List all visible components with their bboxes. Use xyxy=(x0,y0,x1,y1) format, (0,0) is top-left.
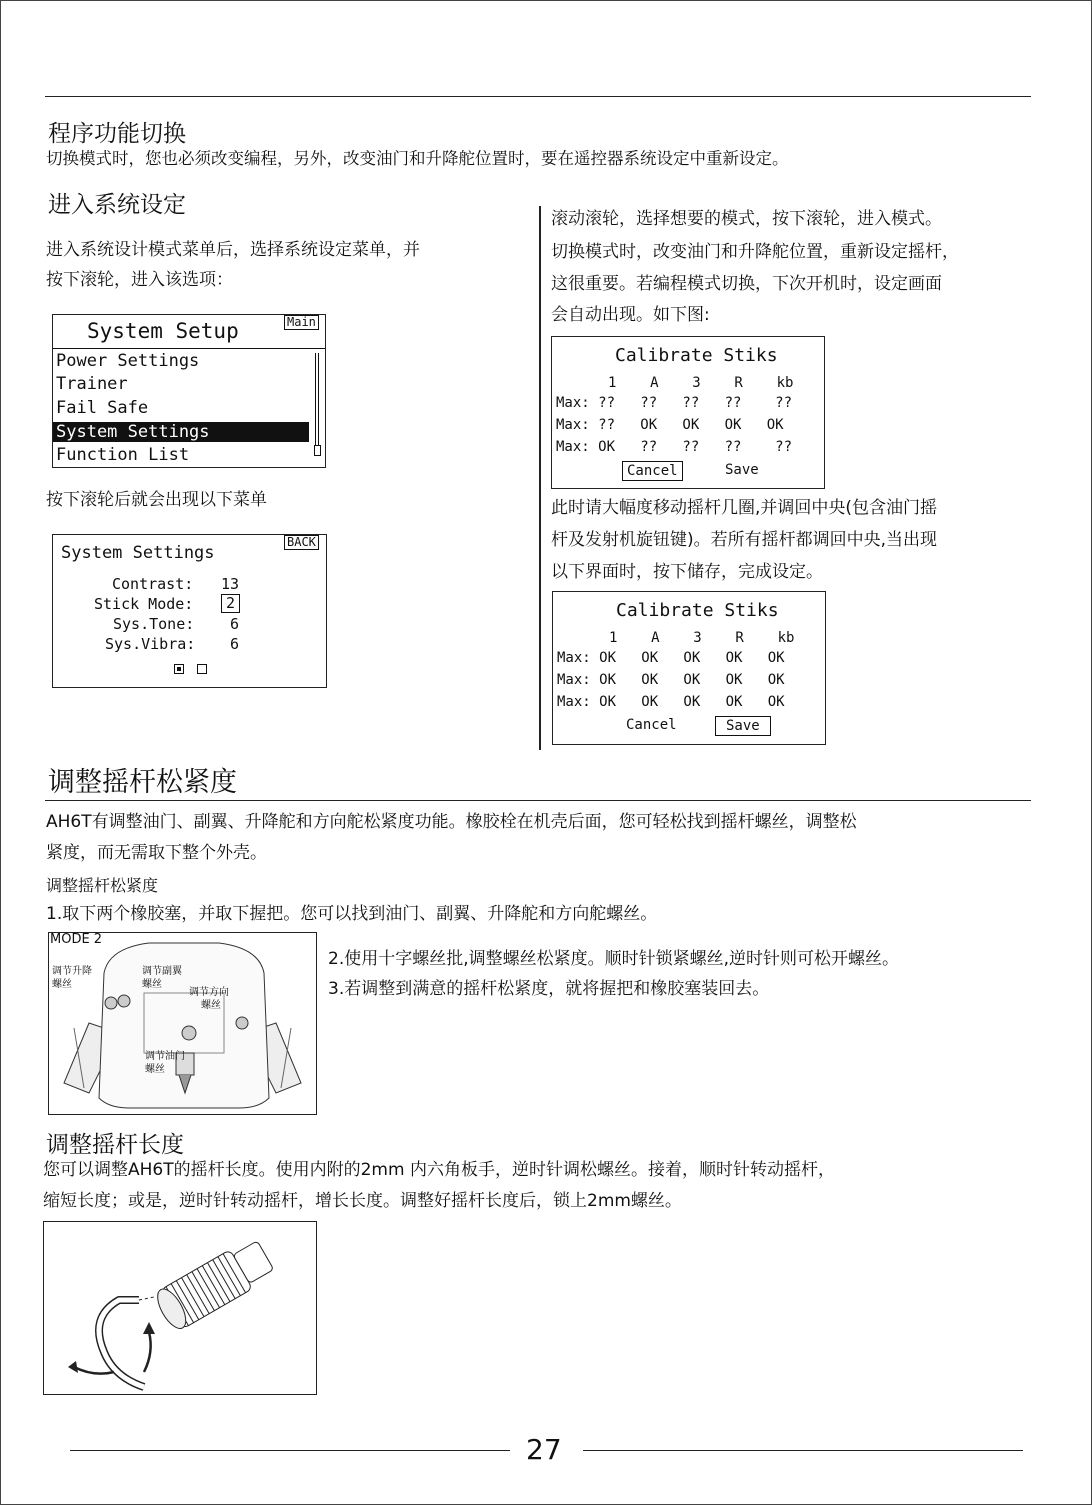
main-tag[interactable]: Main xyxy=(284,315,319,330)
hex-key-figure xyxy=(43,1221,317,1395)
length-text-1: 您可以调整AH6T的摇杆长度。使用内附的2mm 内六角板手，逆时针调松螺丝。接着，顺时针转动摇杆， xyxy=(43,1160,835,1180)
figure-label-aileron-1: 调节副翼 xyxy=(142,966,182,977)
sys-tone-label: Sys.Tone: xyxy=(113,615,195,633)
menu-scrollbar[interactable] xyxy=(315,353,319,453)
system-setup-title: System Setup xyxy=(87,319,239,343)
calibrate-1-row-3: Max: OK ?? ?? ?? ?? xyxy=(556,439,793,455)
calibrate-2-title: Calibrate Stiks xyxy=(616,600,779,621)
tension-intro-2: 紧度，而无需取下整个外壳。 xyxy=(46,843,267,863)
right-text2-line-2: 杆及发射机旋钮键)。若所有摇杆都调回中央,当出现 xyxy=(551,530,938,550)
menu-item-system-settings[interactable]: System Settings xyxy=(53,422,309,442)
right-text-line-1: 滚动滚轮，选择想要的模式，按下滚轮，进入模式。 xyxy=(551,209,942,229)
enter-caption-below: 按下滚轮后就会出现以下菜单 xyxy=(46,490,267,510)
enter-left-text-2: 按下滚轮，进入该选项： xyxy=(46,270,233,290)
figure-mode-label: MODE 2 xyxy=(50,932,103,947)
program-section-text: 切换模式时，您也必须改变编程，另外，改变油门和升降舵位置时，要在遥控器系统设定中重新设定。 xyxy=(46,149,789,168)
calibrate-2-row-1: Max: OK OK OK OK OK xyxy=(557,650,785,666)
column-divider xyxy=(539,206,541,750)
right-text2-line-3: 以下界面时，按下储存，完成设定。 xyxy=(551,562,823,582)
menu-item-power-settings[interactable]: Power Settings xyxy=(56,351,200,371)
title-divider xyxy=(53,348,325,349)
contrast-value[interactable]: 13 xyxy=(221,575,240,593)
figure-label-elevator-1: 调节升降 xyxy=(52,966,92,977)
tension-intro-1: AH6T有调整油门、副翼、升降舵和方向舵松紧度功能。橡胶栓在机壳后面，您可轻松找到摇杆螺丝，调整松 xyxy=(46,812,857,832)
calibrate-screen-2 xyxy=(552,591,826,745)
page-dot-active[interactable] xyxy=(174,664,184,674)
program-section-title: 程序功能切换 xyxy=(48,121,186,147)
calibrate-2-cancel-button[interactable]: Cancel xyxy=(626,717,677,733)
menu-item-fail-safe[interactable]: Fail Safe xyxy=(56,398,149,418)
figure-label-elevator-2: 螺丝 xyxy=(52,979,72,990)
tension-section-title: 调整摇杆松紧度 xyxy=(48,767,237,798)
scrollbar-thumb[interactable] xyxy=(314,445,321,456)
tension-step-3: 3.若调整到满意的摇杆松紧度，就将握把和橡胶塞装回去。 xyxy=(328,979,770,999)
calibrate-2-save-button[interactable]: Save xyxy=(715,716,771,736)
calibrate-2-row-3: Max: OK OK OK OK OK xyxy=(557,694,785,710)
calibrate-screen-1 xyxy=(551,336,825,489)
transmitter-back-figure xyxy=(48,932,317,1115)
sys-vibra-value[interactable]: 6 xyxy=(230,635,240,653)
calibrate-2-row-2: Max: OK OK OK OK OK xyxy=(557,672,785,688)
transmitter-illustration xyxy=(49,933,316,1114)
footer-rule-right xyxy=(583,1450,1023,1451)
tension-rule xyxy=(45,800,1031,801)
stick-mode-value[interactable]: 2 xyxy=(221,594,240,613)
top-rule xyxy=(45,96,1031,97)
length-text-2: 缩短长度；或是，逆时针转动摇杆，增长长度。调整好摇杆长度后，锁上2mm螺丝。 xyxy=(43,1191,682,1211)
enter-left-text-1: 进入系统设计模式菜单后，选择系统设定菜单，并 xyxy=(46,240,420,260)
figure-label-rudder-2: 螺丝 xyxy=(201,1000,221,1011)
figure-label-throttle-2: 螺丝 xyxy=(145,1064,165,1075)
length-section-title: 调整摇杆长度 xyxy=(46,1132,184,1158)
back-tag[interactable]: BACK xyxy=(284,535,319,550)
figure-label-aileron-2: 螺丝 xyxy=(142,979,162,990)
system-settings-title: System Settings xyxy=(61,543,215,563)
figure-label-rudder-1: 调节方向 xyxy=(189,987,229,998)
calibrate-2-header: 1 A 3 R kb xyxy=(609,630,795,646)
calibrate-1-title: Calibrate Stiks xyxy=(615,345,778,366)
right-text-line-4: 会自动出现。如下图: xyxy=(551,305,710,325)
page-dot-inactive[interactable] xyxy=(197,664,207,674)
system-settings-screen xyxy=(52,534,327,688)
hex-key-illustration xyxy=(44,1222,316,1394)
menu-item-function-list[interactable]: Function List xyxy=(56,445,190,465)
menu-item-trainer[interactable]: Trainer xyxy=(56,374,128,394)
system-setup-screen xyxy=(52,314,326,468)
right-text2-line-1: 此时请大幅度移动摇杆几圈,并调回中央(包含油门摇 xyxy=(551,498,938,518)
figure-label-throttle-1: 调节油门 xyxy=(145,1051,185,1062)
sys-vibra-label: Sys.Vibra: xyxy=(105,635,196,653)
calibrate-1-header: 1 A 3 R kb xyxy=(608,375,794,391)
stick-mode-label: Stick Mode: xyxy=(94,595,194,613)
contrast-label: Contrast: xyxy=(112,575,194,593)
page-number: 27 xyxy=(526,1433,562,1466)
sys-tone-value[interactable]: 6 xyxy=(230,615,240,633)
footer-rule-left xyxy=(70,1450,510,1451)
calibrate-1-row-2: Max: ?? OK OK OK OK xyxy=(556,417,784,433)
tension-step-2: 2.使用十字螺丝批,调整螺丝松紧度。顺时针锁紧螺丝,逆时针则可松开螺丝。 xyxy=(328,949,900,969)
calibrate-1-row-1: Max: ?? ?? ?? ?? ?? xyxy=(556,395,793,411)
enter-section-title: 进入系统设定 xyxy=(48,192,186,218)
calibrate-1-save-button[interactable]: Save xyxy=(725,462,759,478)
right-text-line-3: 这很重要。若编程模式切换，下次开机时，设定画面 xyxy=(551,274,942,294)
right-text-line-2: 切换模式时，改变油门和升降舵位置，重新设定摇杆， xyxy=(551,242,959,262)
tension-subtitle: 调整摇杆松紧度 xyxy=(46,876,159,895)
tension-step-1: 1.取下两个橡胶塞，并取下握把。您可以找到油门、副翼、升降舵和方向舵螺丝。 xyxy=(46,904,658,924)
calibrate-1-cancel-button[interactable]: Cancel xyxy=(622,461,683,481)
